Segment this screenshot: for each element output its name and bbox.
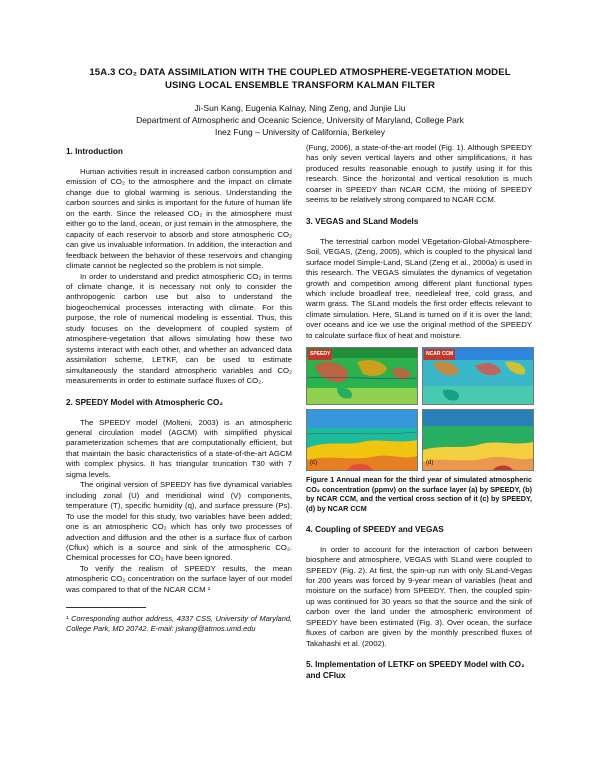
figure-panel-a-speedy-map — [306, 347, 418, 405]
vegas-paragraph-1: The terrestrial carbon model VEgetation-Global-Atmosphere-Soil, VEGAS, (Zeng, 2005), which is coupled to the physical land surface model Simple-Land, SLand (Zeng et al., 2000a) is used in this research. The VEGAS simulates the dynamics of vegetation growth and competition among different plant functional types which include broadleaf tree, needleleaf tree, cold grass, and warm grass. The SLand models the first order effects relevant to climate simulation. Here, SLand is turned on if it is over the land; over oceans and ice we use the original method of the SPEEDY to calculate surface flux of heat and moisture. — [306, 236, 532, 340]
figure-panel-c-speedy-cross-section — [306, 409, 418, 471]
speedy-paragraph-2: The original version of SPEEDY has five dynamical variables including zonal (U) and meridional wind (V) components, temperature (T), specific humidity (q), and surface pressure (Ps). To use the model for this study, two variables have been added; one is an atmospheric CO₂ which has only two processes of advection and diffusion and the other is a surface flux of carbon (Cflux) which is a source and sink of the atmospheric CO₂. Chemical processes for CO₂ have been ignored. — [66, 480, 292, 563]
author-affiliation-2: Inez Fung – University of California, Berkeley — [214, 127, 386, 137]
left-column — [66, 146, 292, 634]
panel-a-label: SPEEDY — [308, 349, 332, 359]
speedy-paragraph-1: The SPEEDY model (Molteni, 2003) is an atmospheric general circulation model (AGCM) with simplified physical parameterization schemes that are computationally efficient, but that maintain the basic characteristics of a state-of-the-art AGCM with complex physics. It has triangular truncation T30 with 7 sigma levels. — [66, 417, 292, 479]
intro-paragraph-2: In order to understand and predict atmospheric CO₂ in terms of climate change, it is necessary not only to consider the anthropogenic carbon use but also to understand the biogeochemical processes interacting with climate. For this purpose, the role of numerical modeling is essential. Thus, this study focuses on the development of coupled system of atmosphere-vegetation that allows simulating how these two systems interact with each other, and whether an advanced data assimilation scheme, LETKF, can be used to estimate simultaneously the standard atmospheric variables and CO₂ measurements in order to estimate surface fluxes of CO₂. — [66, 271, 292, 386]
coupling-paragraph-1: In order to account for the interaction of carbon between biosphere and atmosphere, VEGAS with SLand were coupled to SPEEDY (Fig. 2). At first, the spin-up run with only SLand-Vegas for 200 years was forced by 9-year mean of variables (heat and moisture on the surface) from SPEEDY. Then, the coupled spin-up was continued for 30 years so that the source and the sink of carbon over the land under the atmospheric environment of SPEEDY have been estimated (Fig. 3). Over ocean, the surface fluxes of carbon are given by the monthly prescribed fluxes of Takahashi et al. (2002). — [306, 544, 532, 648]
footnote-rule — [66, 607, 146, 608]
figure-1 — [306, 347, 532, 471]
section-heading-speedy: 2. SPEEDY Model with Atmospheric CO₂ — [66, 397, 223, 407]
title-line-2: USING LOCAL ENSEMBLE TRANSFORM KALMAN FILTER — [165, 80, 435, 91]
panel-b-label: NCAR CCM — [424, 349, 455, 359]
speedy-paragraph-3: To verify the realism of SPEEDY results, the mean atmospheric CO₂ concentration on the surface layer of our model was compared to that of the NCAR CCM ¹ — [66, 563, 292, 594]
panel-d-tag: (d) — [426, 459, 434, 466]
figure-panel-d-ncar-cross-section — [422, 409, 534, 471]
right-column — [306, 143, 532, 691]
intro-paragraph-1: Human activities result in increased carbon consumption and emission of CO₂ to the atmosphere and the impact on climate change due to global warming is serious. Understanding the carbon sources and sinks is important for the future of human life on the earth. Since the released CO₂ in the atmosphere must either go to the land, ocean, or just remain in the atmosphere, the capacity of each reservoir to absorb and store atmospheric CO₂ can give us invaluable information. In addition, the interaction and feedback between the behavior of these reservoirs and changing climate cannot be neglected so the problem is not simple. — [66, 167, 292, 271]
figure-1-caption: Figure 1 Annual mean for the third year of simulated atmospheric CO₂ concentration (ppmv) on the surface layer (a) by SPEEDY, (b) by NCAR CCM, and the vertical cross section of it (c) by SPEEDY, (d) by NCAR CCM — [306, 475, 532, 514]
speedy-paragraph-3-continued: (Fung, 2006), a state-of-the-art model (Fig. 1). Although SPEEDY has only seven vertical layers and other simplifications, it has produced results reasonable enough to justify using it for this research. Since the horizontal and vertical resolution is much coarser in SPEEDY than NCAR CCM, the mixing of SPEEDY seems to be relatively strong compared to NCAR CCM. — [306, 143, 532, 205]
section-heading-letkf: 5. Implementation of LETKF on SPEEDY Model with CO₂ and CFlux — [306, 660, 525, 681]
section-heading-introduction: 1. Introduction — [66, 147, 123, 156]
title-line-1: 15A.3 CO₂ DATA ASSIMILATION WITH THE COUPLED ATMOSPHERE-VEGETATION MODEL — [89, 67, 511, 78]
footnote: ¹ Corresponding author address, 4337 CSS, University of Maryland, College Park, MD 20742. E-mail: jskang@atmos.umd.edu — [66, 614, 292, 634]
panel-c-tag: (c) — [310, 459, 317, 466]
author-block — [60, 102, 540, 138]
section-heading-vegas: 3. VEGAS and SLand Models — [306, 216, 419, 226]
figure-panel-b-ncar-map — [422, 347, 534, 405]
paper-title — [60, 66, 540, 92]
author-names: Ji-Sun Kang, Eugenia Kalnay, Ning Zeng, and Junjie Liu — [194, 103, 406, 113]
author-affiliation-1: Department of Atmospheric and Oceanic Science, University of Maryland, College Park — [136, 115, 464, 125]
section-heading-coupling: 4. Coupling of SPEEDY and VEGAS — [306, 524, 444, 534]
